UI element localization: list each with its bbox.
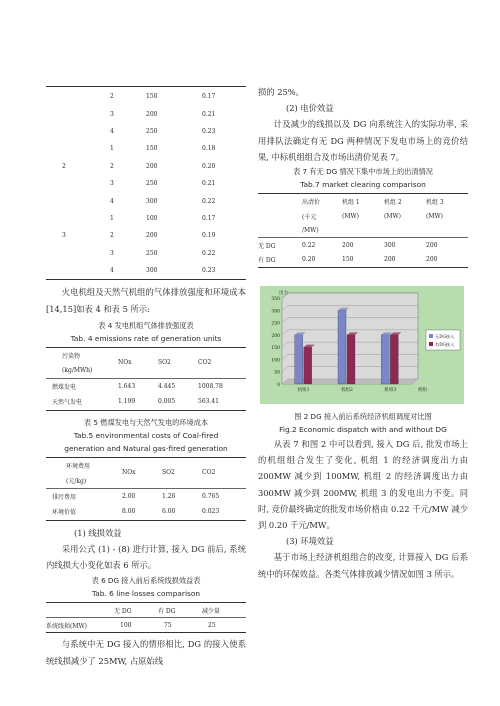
table-cell: 4 bbox=[110, 127, 114, 135]
table4-head-so2: SO2 bbox=[158, 359, 171, 367]
table4-head-1: (kg/MWh) bbox=[62, 366, 93, 374]
chart-svg bbox=[260, 286, 464, 404]
table4-head-nox: NOx bbox=[118, 359, 132, 367]
x-tick-label: 机组3 bbox=[384, 388, 397, 394]
paragraph-emissions-intro: 火电机组及天然气机组的气体排放强度和环境成本[14,15]如表 4 和表 5 所示: bbox=[46, 287, 246, 314]
table-cell: 0.22 bbox=[302, 241, 316, 249]
table-cell bbox=[46, 140, 110, 157]
table-row bbox=[46, 123, 246, 140]
table-cell bbox=[46, 210, 110, 227]
table-cell: 2 bbox=[110, 162, 114, 170]
table-cell bbox=[46, 88, 110, 105]
table6-row-label: 系统线损(MW) bbox=[46, 622, 87, 630]
paragraph-line-loss: 采用公式 (1) - (8) 进行计算, 接入 DG 前后, 系统内线损大小变化如表 6 所示。 bbox=[46, 543, 246, 571]
table-cell: 3 bbox=[110, 180, 114, 188]
bar-without-dg bbox=[381, 335, 389, 384]
table7 bbox=[258, 193, 468, 268]
legend-label: 有DG接入 bbox=[435, 342, 455, 348]
legend-label: 无DG接入 bbox=[435, 334, 455, 340]
paragraph-line-loss-end: 损的 25%。 bbox=[258, 87, 304, 97]
table-cell bbox=[46, 105, 110, 122]
bar-without-dg bbox=[295, 335, 303, 384]
table-cell: 0.19 bbox=[202, 232, 216, 240]
bar-with-dg bbox=[390, 335, 398, 384]
legend-swatch bbox=[429, 342, 433, 346]
table-cell: 300 bbox=[384, 241, 396, 249]
y-tick-label: 0 bbox=[277, 383, 280, 389]
table-cell: 1008.78 bbox=[198, 382, 223, 390]
table-cell: 2 bbox=[62, 162, 66, 170]
legend bbox=[426, 330, 460, 350]
table5-head-1: (元/kg) bbox=[66, 477, 87, 485]
figure2-caption-cn: 图 2 DG 接入前后系统经济机组调度对比图 bbox=[294, 412, 432, 422]
table6-head-3: 减少量 bbox=[202, 607, 221, 615]
table-row bbox=[46, 88, 246, 105]
y-tick-label: 250 bbox=[271, 321, 280, 327]
table5 bbox=[46, 457, 246, 521]
table5-head-so2: SO2 bbox=[162, 469, 175, 477]
left-column bbox=[46, 0, 246, 669]
table-cell: 200 bbox=[384, 256, 396, 264]
chart-figure bbox=[260, 286, 464, 404]
table-cell bbox=[46, 192, 110, 209]
table-row bbox=[46, 227, 246, 244]
table7-head2-unit1: (MW) bbox=[342, 213, 359, 221]
table7-caption-cn: 表 7 有无 DG 情况下集中市场上的出清情况 bbox=[293, 167, 433, 177]
table7-head2-unit3: (MW) bbox=[426, 213, 443, 221]
y-tick-label: 200 bbox=[271, 333, 280, 339]
table-cell: 200 bbox=[342, 241, 354, 249]
table-row bbox=[46, 378, 246, 394]
table6 bbox=[46, 602, 246, 633]
table-cell: 150 bbox=[146, 93, 158, 101]
legend-swatch bbox=[429, 334, 433, 338]
table-row bbox=[46, 394, 246, 410]
paragraph-environment-benefit: 基于市场上经济机组组合的改变, 计算接入 DG 后系统中的环保效益。各类气体排放减少情况如图 3 所示。 bbox=[258, 552, 468, 579]
bar-with-dg bbox=[304, 347, 312, 384]
table-cell: 2 bbox=[110, 93, 114, 101]
table-cell bbox=[46, 175, 110, 192]
table-row bbox=[258, 238, 468, 253]
table-cell: 3 bbox=[62, 232, 66, 240]
figure2-caption-en: Fig.2 Economic dispatch with and without DG bbox=[279, 425, 447, 435]
table-row bbox=[46, 245, 246, 262]
table-cell: 0.17 bbox=[202, 214, 216, 222]
table-row bbox=[46, 488, 246, 504]
table7-head-price: 出清价 bbox=[302, 199, 321, 207]
table-cell bbox=[46, 245, 110, 262]
table-cell: 250 bbox=[146, 127, 158, 135]
table-row bbox=[46, 504, 246, 520]
table4-caption-en: Tab. 4 emissions rate of generation units bbox=[70, 333, 222, 343]
table-row bbox=[46, 262, 246, 279]
table-cell: 天然气发电 bbox=[52, 399, 83, 407]
table-cell: 150 bbox=[342, 256, 354, 264]
table-cell: 6.00 bbox=[162, 508, 176, 516]
table6-caption-cn: 表 6 DG 接入前后系统线损效益表 bbox=[91, 576, 201, 586]
table-cell: 300 bbox=[146, 267, 158, 275]
table-cell: 200 bbox=[426, 256, 438, 264]
table-cell: 2.00 bbox=[122, 492, 136, 500]
paragraph-price-benefit: 计及减少的线损以及 DG 向系统注入的实际功率, 采用排队法确定有无 DG 两种情况下发电市场上的竞价结果, 中标机组组合及市场出清价见表 7。 bbox=[258, 119, 468, 162]
table-cell: 300 bbox=[146, 197, 158, 205]
table-cell: 0.23 bbox=[202, 127, 216, 135]
table6-head-0 bbox=[46, 603, 114, 618]
table-cell: 环境价值 bbox=[52, 509, 77, 517]
table-cell: 0.21 bbox=[202, 180, 216, 188]
table-cell: 3 bbox=[110, 110, 114, 118]
y-tick-label: 100 bbox=[271, 358, 280, 364]
group-table bbox=[46, 88, 246, 279]
table-cell: 200 bbox=[426, 241, 438, 249]
table-top-rule bbox=[46, 86, 246, 87]
table-cell: 0.18 bbox=[202, 145, 216, 153]
table-cell: 4.445 bbox=[158, 382, 176, 390]
x-axis-label: 机组 bbox=[418, 388, 427, 394]
table-row bbox=[46, 158, 246, 175]
table-bottom-rule bbox=[46, 279, 246, 280]
table-cell: 250 bbox=[146, 180, 158, 188]
table-cell: 0.17 bbox=[202, 93, 216, 101]
table-cell: 1 bbox=[110, 145, 114, 153]
y-axis-label: 出力 bbox=[279, 291, 288, 297]
table-cell: 1.643 bbox=[118, 382, 136, 390]
table-cell: 0.22 bbox=[202, 249, 216, 257]
table-cell bbox=[46, 123, 110, 140]
table-cell: 4 bbox=[110, 267, 114, 275]
table5-caption-en-2: generation and Natural gas-fired generation bbox=[64, 443, 228, 453]
table-row bbox=[46, 210, 246, 227]
table-row bbox=[46, 175, 246, 192]
table6-row-1: 100 bbox=[120, 621, 132, 629]
y-tick-label: 150 bbox=[271, 346, 280, 352]
table-cell: 1 bbox=[110, 214, 114, 222]
table-cell: 200 bbox=[146, 162, 158, 170]
table4-head-co2: CO2 bbox=[198, 359, 212, 367]
table-row bbox=[46, 140, 246, 157]
table-cell: 0.765 bbox=[202, 492, 220, 500]
table-cell: 燃煤发电 bbox=[52, 383, 77, 391]
y-tick-label: 350 bbox=[271, 297, 280, 303]
section-environment-benefit: (3) 环境效益 bbox=[286, 536, 334, 547]
x-tick-label: 机组1 bbox=[297, 388, 310, 394]
table-cell: 150 bbox=[146, 145, 158, 153]
table5-head-co2: CO2 bbox=[202, 469, 216, 477]
table6-head-2: 有 DG bbox=[158, 607, 176, 615]
table6-caption-en: Tab. 6 line losses comparison bbox=[91, 589, 201, 599]
table5-caption-en-1: Tab.5 environmental costs of Coal-fired bbox=[73, 430, 219, 440]
table-cell bbox=[46, 262, 110, 279]
table4-caption-cn: 表 4 发电机组气体排放强度表 bbox=[98, 320, 194, 330]
y-tick-label: 50 bbox=[274, 370, 280, 376]
table-cell: 250 bbox=[146, 249, 158, 257]
table-cell: 0.21 bbox=[202, 110, 216, 118]
table-cell: 563.41 bbox=[198, 398, 219, 406]
table7-head3: /MW) bbox=[302, 226, 319, 234]
table5-head-nox: NOx bbox=[122, 469, 136, 477]
table-cell: 有 DG bbox=[258, 257, 276, 265]
table-cell: 3 bbox=[110, 249, 114, 257]
x-tick-label: 机组2 bbox=[341, 388, 353, 394]
table-cell: 200 bbox=[146, 232, 158, 240]
table4-head-0: 污染物 bbox=[62, 352, 81, 360]
table-cell: 100 bbox=[146, 214, 158, 222]
table-cell: 200 bbox=[146, 110, 158, 118]
y-tick-label: 300 bbox=[271, 309, 280, 315]
bar-without-dg bbox=[338, 310, 346, 384]
table-cell: 0.023 bbox=[202, 508, 220, 516]
table-cell: 0.23 bbox=[202, 267, 216, 275]
table-cell: 0.005 bbox=[158, 398, 176, 406]
table-cell: 排污费用 bbox=[52, 493, 77, 501]
right-column bbox=[258, 0, 468, 582]
table4 bbox=[46, 347, 246, 411]
table-cell: 1.199 bbox=[118, 398, 136, 406]
section-price-benefit: (2) 电价效益 bbox=[286, 103, 334, 114]
table-row bbox=[258, 253, 468, 268]
table-cell: 1.26 bbox=[162, 492, 176, 500]
paragraph-line-loss-result: 与系统中无 DG 接入的情形相比, DG 的接入使系统线损减少了 25MW, 占原始线 bbox=[46, 639, 246, 666]
table7-caption-en: Tab.7 market clearing comparison bbox=[300, 180, 426, 190]
bar-with-dg bbox=[347, 335, 355, 384]
paragraph-dispatch-result: 从表 7 和图 2 中可以看到, 接入 DG 后, 批发市场上的机组组合发生了变化, 机组 1 的经济调度出力由 200MW 减少到 100MW, 机组 2 的经济调度出力由 300MW 减少到 200MW, 机组 3 的发电出力不变。同时, 竞价最终确定的批发市场价格由 0.22 千元/MW 减少到 0.20 千元/MW。 bbox=[258, 439, 468, 531]
table-row bbox=[46, 105, 246, 122]
table-cell: 无 DG bbox=[258, 242, 276, 250]
table6-head-1: 无 DG bbox=[114, 607, 132, 615]
table7-head-unit2: 机组 2 bbox=[384, 199, 402, 207]
table-cell: 0.20 bbox=[202, 162, 216, 170]
table7-head2-unit2: (MW) bbox=[384, 213, 401, 221]
table5-caption-cn: 表 5 燃煤发电与天然气发电的环境成本 bbox=[83, 417, 209, 427]
table-row bbox=[46, 192, 246, 209]
table-cell: 4 bbox=[110, 197, 114, 205]
table-cell: 2 bbox=[110, 232, 114, 240]
table6-row-3: 25 bbox=[208, 621, 216, 629]
table-cell: 0.22 bbox=[202, 197, 216, 205]
table7-head2-price: (千元 bbox=[302, 214, 317, 222]
table7-head-unit1: 机组 1 bbox=[342, 199, 360, 207]
table-cell: 8.00 bbox=[122, 508, 136, 516]
table5-head-0: 环境费用 bbox=[66, 462, 91, 470]
section-line-loss: (1) 线损效益 bbox=[74, 527, 122, 538]
table-cell: 0.20 bbox=[302, 256, 316, 264]
table6-row-2: 75 bbox=[164, 621, 172, 629]
table7-head-unit3: 机组 3 bbox=[426, 199, 444, 207]
